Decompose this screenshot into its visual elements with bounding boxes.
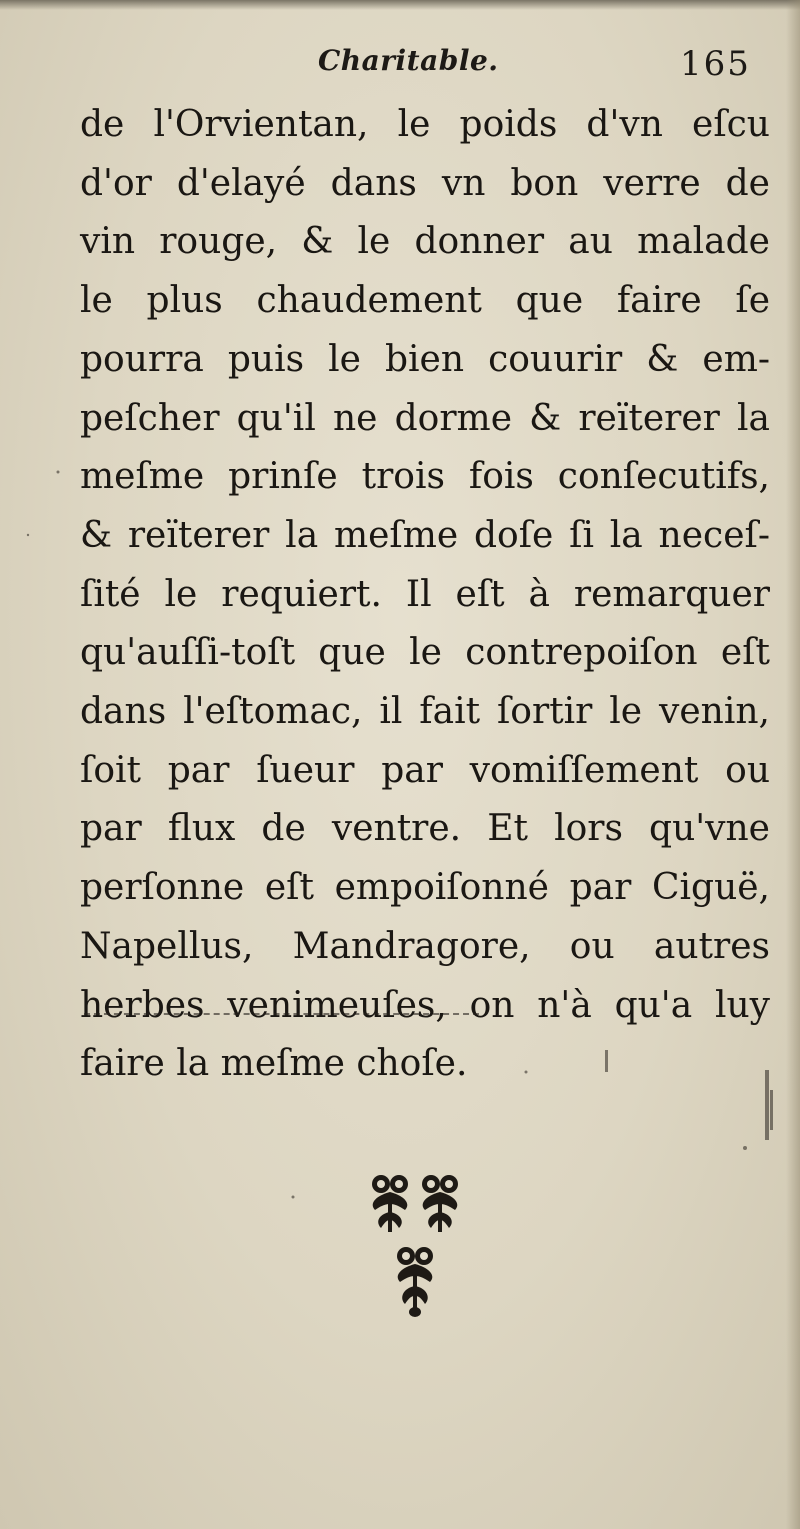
text-line: qu'auſſi-toſt que le contrepoiſon eſt <box>80 632 770 674</box>
page-number: 165 <box>680 44 751 84</box>
text-line: meſme prinſe trois fois conſecutifs, <box>80 456 770 498</box>
text-line: de l'Orvientan, le poids d'vn eſcu <box>80 104 770 145</box>
text-line: perſonne eſt empoiſonné par Ciguë, <box>80 867 770 909</box>
text-line: herbes venimeuſes, on n'à qu'a luy <box>80 984 770 1026</box>
text-line: d'or d'elayé dans vn bon verre de <box>80 162 770 204</box>
text-line: Napellus, Mandragore, ou autres <box>80 925 770 967</box>
text-line: peſcher qu'il ne dorme & reïterer la <box>80 397 770 439</box>
text-line: dans l'eſtomac, il fait ſortir le venin, <box>80 691 770 733</box>
text-line: le plus chaudement que faire ſe <box>80 280 770 322</box>
running-head-title: Charitable. <box>318 44 499 77</box>
text-line: & reïterer la meſme doſe ſi la neceſ- <box>80 514 770 556</box>
text-line: vin rouge, & le donner au malade <box>80 221 770 263</box>
text-line: par flux de ventre. Et lors qu'vne <box>80 808 770 850</box>
text-line: ſoit par ſueur par vomiſſement ou <box>80 749 770 791</box>
text-line-last: faire la meſme choſe. <box>80 1043 468 1085</box>
text-line: ſité le requiert. Il eſt à remarquer <box>80 573 770 615</box>
text-line: pourra puis le bien couurir & em- <box>80 338 770 380</box>
